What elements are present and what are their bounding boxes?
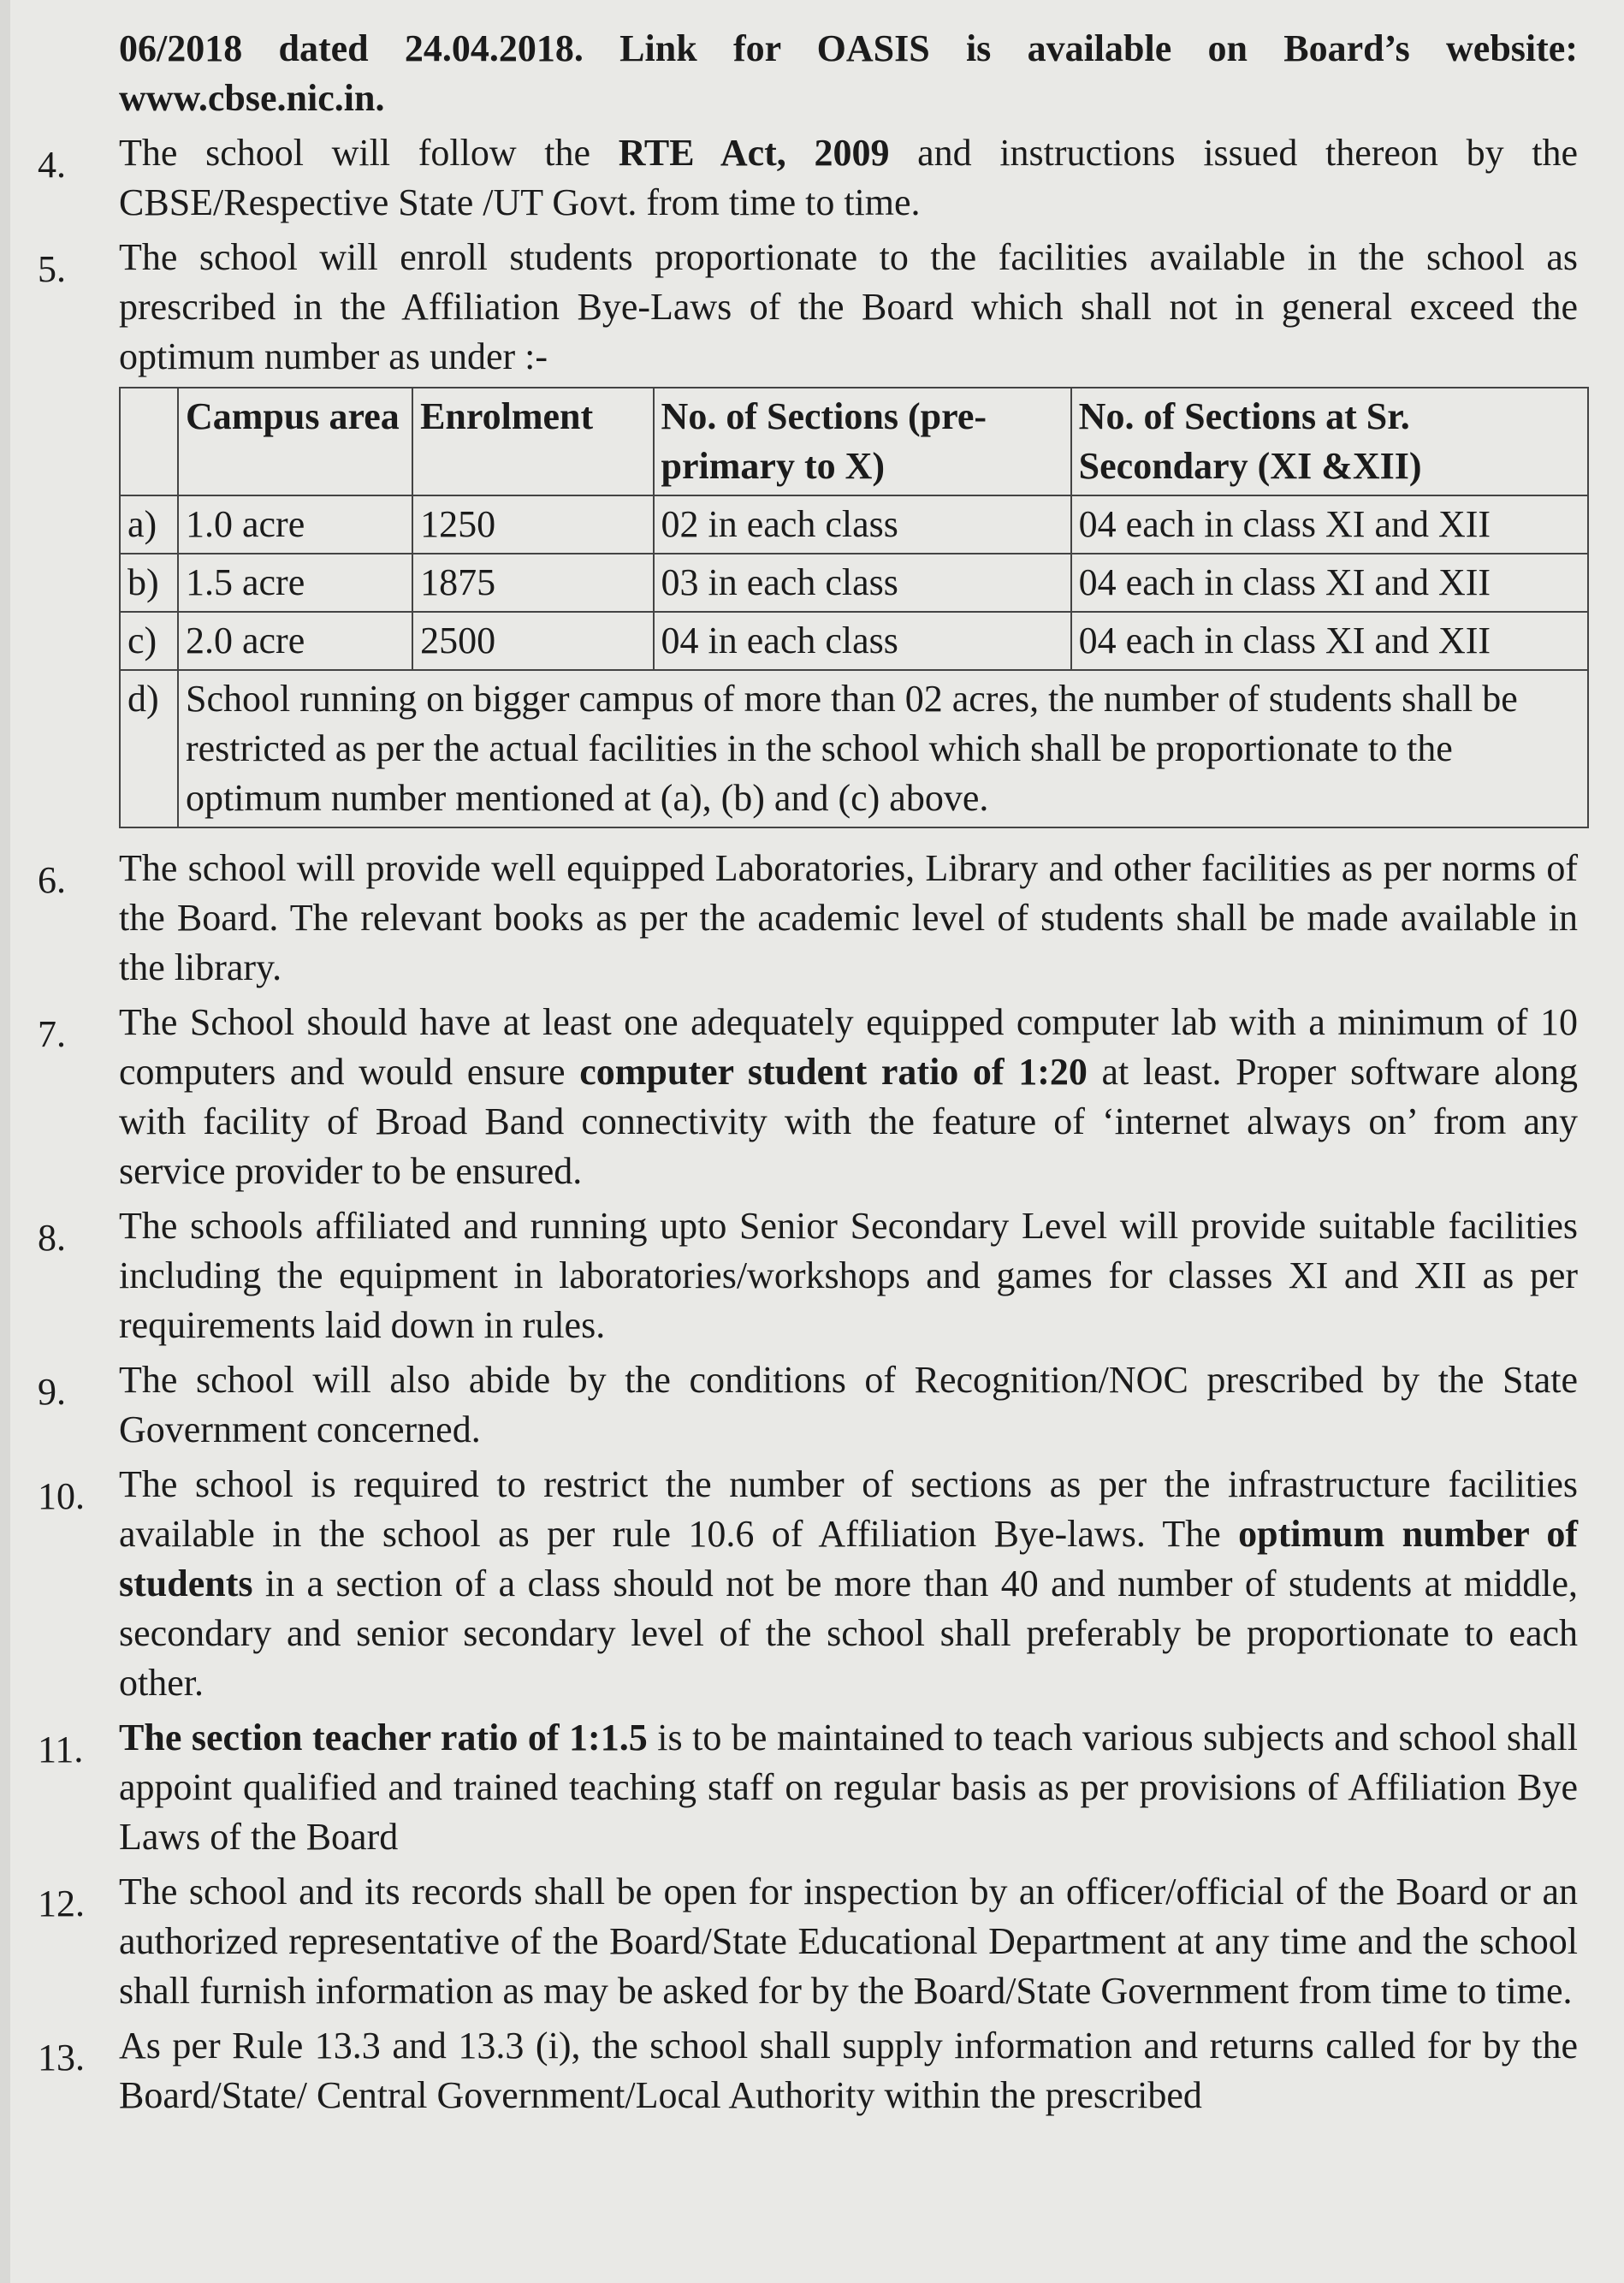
item-text: The school will enroll students proportionate to the facilities available in the school as prescribed in the Affiliation Bye-Laws of the Board which shall not in general exceed the optimum number as under :- [119,236,1578,377]
list-item [38,2021,1578,2120]
header-enrolment: Enrolment [412,388,653,495]
cell-sections-primary: 04 in each class [654,612,1071,670]
item-text: The schools affiliated and running upto Senior Secondary Level will provide suitable facilities including the equipment in laboratories/workshops and games for classes XI and XII as per requirements laid down in rules. [119,1205,1578,1346]
scan-edge [0,0,10,2283]
list-item [38,233,1578,382]
cell-sections-senior: 04 each in class XI and XII [1071,554,1588,612]
row-label: b) [120,554,178,612]
item-number: 7. [38,1013,66,1055]
optimum-number-table [119,387,1589,828]
cell-enrolment: 1250 [412,495,653,554]
header-sections-senior: No. of Sections at Sr. Secondary (XI &XII) [1071,388,1588,495]
table-note: School running on bigger campus of more than 02 acres, the number of students shall be restricted as per the actual facilities in the school which shall be proportionate to the optimum number mentioned at (a), (b) and (c) above. [178,670,1588,827]
header-campus-area: Campus area [178,388,412,495]
list-item [38,1201,1578,1350]
cell-enrolment: 2500 [412,612,653,670]
item-number: 13. [38,2037,85,2078]
table-row [120,554,1588,612]
list-item [38,998,1578,1196]
cell-enrolment: 1875 [412,554,653,612]
item-text: The school will follow the RTE Act, 2009 and instructions issued thereon by the CBSE/Respective State /UT Govt. from time to time. [119,132,1578,223]
item-number: 11. [38,1729,84,1770]
cell-sections-primary: 02 in each class [654,495,1071,554]
table-note-row [120,670,1588,827]
item-number: 9. [38,1371,66,1413]
list-item [38,128,1578,228]
item-number: 12. [38,1883,85,1924]
item-text: The school will provide well equipped Laboratories, Library and other facilities as per norms of the Board. The relevant books as per the academic level of students shall be made available in the library. [119,847,1578,988]
list-item [38,844,1578,993]
lead-text: 06/2018 dated 24.04.2018. Link for OASIS is available on Board’s website: www.cbse.nic.in. [119,27,1578,119]
header-sections-primary: No. of Sections (pre-primary to X) [654,388,1071,495]
item-number: 4. [38,144,66,186]
item-number: 8. [38,1217,66,1259]
cell-campus-area: 1.5 acre [178,554,412,612]
table-row [120,495,1588,554]
document-body [38,24,1578,2120]
item-number: 10. [38,1475,85,1517]
item-text: As per Rule 13.3 and 13.3 (i), the school shall supply information and returns called for by the Board/State/ Central Government/Local Authority within the prescribed [119,2025,1578,2116]
item-text: The section teacher ratio of 1:1.5 is to be maintained to teach various subjects and school shall appoint qualified and trained teaching staff on regular basis as per provisions of Affiliation Bye Laws of the Board [119,1717,1578,1858]
cell-sections-primary: 03 in each class [654,554,1071,612]
item-number: 5. [38,248,66,290]
cell-sections-senior: 04 each in class XI and XII [1071,612,1588,670]
item-text: The School should have at least one adequately equipped computer lab with a minimum of 10 computers and would ensure computer student ratio of 1:20 at least. Proper software along with facility of Broad Band connectivity with the feature of ‘internet always on’ from any service provider to be ensured. [119,1001,1578,1192]
item-text: The school will also abide by the conditions of Recognition/NOC prescribed by the State Government concerned. [119,1359,1578,1450]
list-item [38,1355,1578,1455]
list-item [38,1460,1578,1708]
row-label: c) [120,612,178,670]
cell-campus-area: 1.0 acre [178,495,412,554]
cell-sections-senior: 04 each in class XI and XII [1071,495,1588,554]
table-header-row [120,388,1588,495]
table-row [120,612,1588,670]
cell-campus-area: 2.0 acre [178,612,412,670]
header-blank [120,388,178,495]
item-number: 6. [38,859,66,901]
row-label: a) [120,495,178,554]
row-label: d) [120,670,178,827]
list-item [38,1713,1578,1862]
item-text: The school is required to restrict the number of sections as per the infrastructure facilities available in the school as per rule 10.6 of Affiliation Bye-laws. The optimum number of students in a section of a class should not be more than 40 and number of students at middle, secondary and senior secondary level of the school shall preferably be proportionate to each other. [119,1463,1578,1704]
list-item [38,1867,1578,2016]
item-text: The school and its records shall be open for inspection by an officer/official of the Board or an authorized representative of the Board/State Educational Department at any time and the school shall furnish information as may be asked for by the Board/State Government from time to time. [119,1871,1578,2012]
